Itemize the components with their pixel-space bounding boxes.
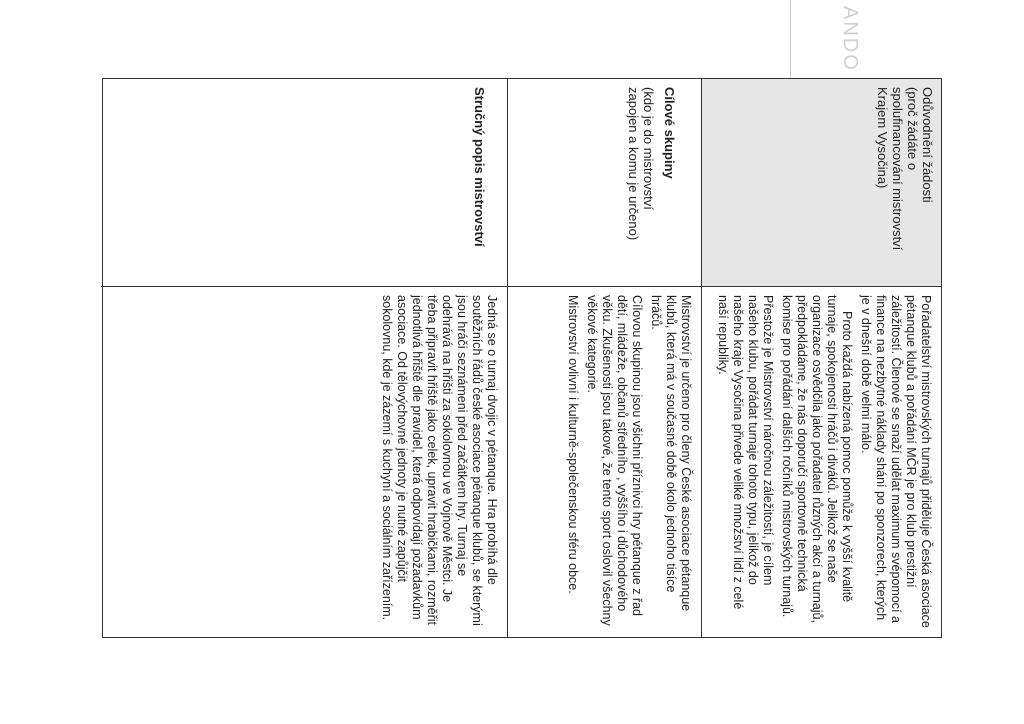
label-cell-target-groups	[508, 79, 701, 287]
description-paragraph-1: Jedná se o turnaj dvojic v pétanque. Hra probíhá dle soutěžních řádů české asociace pétanque klubů, se kterými jsou hráči seznámeni před začátkem hry. Turnaj se odehrává na hřišti za sokolovnou ve Vojnově Městci. Je třeba připravit hřiště jako celek, upravit hrabičkami, rozměřit jednotlivá hřiště dle pravidel, která odpovídají požadavkům asociace. Od tělovýchovné jednoty je nutné zapůjčit sokolovnu, kde je zázemí s kuchyní a sociálním zařízením.	[380, 295, 499, 626]
label-cell-justification	[702, 79, 941, 287]
target-groups-paragraph-1: Mistrovství je určeno pro členy České asociace pétanque klubů, která má v současné době okolo jednoho tisíce hráčů.	[649, 295, 693, 612]
row-justification	[701, 79, 941, 637]
content-cell-description	[101, 287, 507, 637]
stamp-text: ANDO	[839, 6, 861, 72]
target-groups-paragraph-2: Cílovou skupinou jsou všichni příznivci hry pétanque z řad dětí, mládeže, občanů středního , vyššího i důchodového věku. Zkušenosti jsou takové, že tento sport oslovil všechny věkové kategorie.	[585, 295, 644, 626]
description-label: Stručný popis mistrovství	[472, 87, 487, 247]
justification-label: Odůvodnění žádosti (proč žádáte o spolufinancování mistrovství Krajem Vysočina)	[875, 87, 935, 251]
row-description	[101, 79, 507, 637]
content-cell-target-groups	[508, 287, 701, 637]
justification-paragraph-3: Přestože je Mistrovství náročnou záležitostí, je cílem našeho klubu, pořádat turnaje tohoto typu, jelikož do našeho kraje Vysočina přivede veliké množství lidí z celé naší republiky.	[716, 295, 775, 610]
justification-paragraph-2: Proto každá nabízená pomoc pomůže k vyšší kvalitě turnaje, spokojenosti hráčů i diváků. Jelikož se naše organizace osvědčila jako pořadatel různých akcí a turnajů, předpokládáme, že nás doporučí sportovně technická komise pro pořádání dalších ročníků mistrovských turnajů.	[780, 295, 854, 623]
justification-paragraph-1: Pořadatelství mistrovských turnajů přiděluje Česká asociace pétanque klubů a pořádání MČR je pro klub prestižní záležitostí. Členové se snaží udělat maximum svépomocí a finance na nezbytné náklady shání po sponzorech, kterých je v dnešní době velmi málo.	[859, 295, 933, 628]
target-groups-label: Cílové skupiny (kdo je do mistrovství zapojen a komu je určeno)	[626, 87, 677, 241]
target-groups-paragraph-3: Mistrovství ovlivní i kulturně-společenskou sféru obce.	[566, 295, 580, 594]
application-form-table	[102, 78, 942, 638]
row-target-groups	[507, 79, 701, 637]
content-cell-justification	[702, 287, 941, 637]
label-cell-description	[101, 79, 507, 287]
